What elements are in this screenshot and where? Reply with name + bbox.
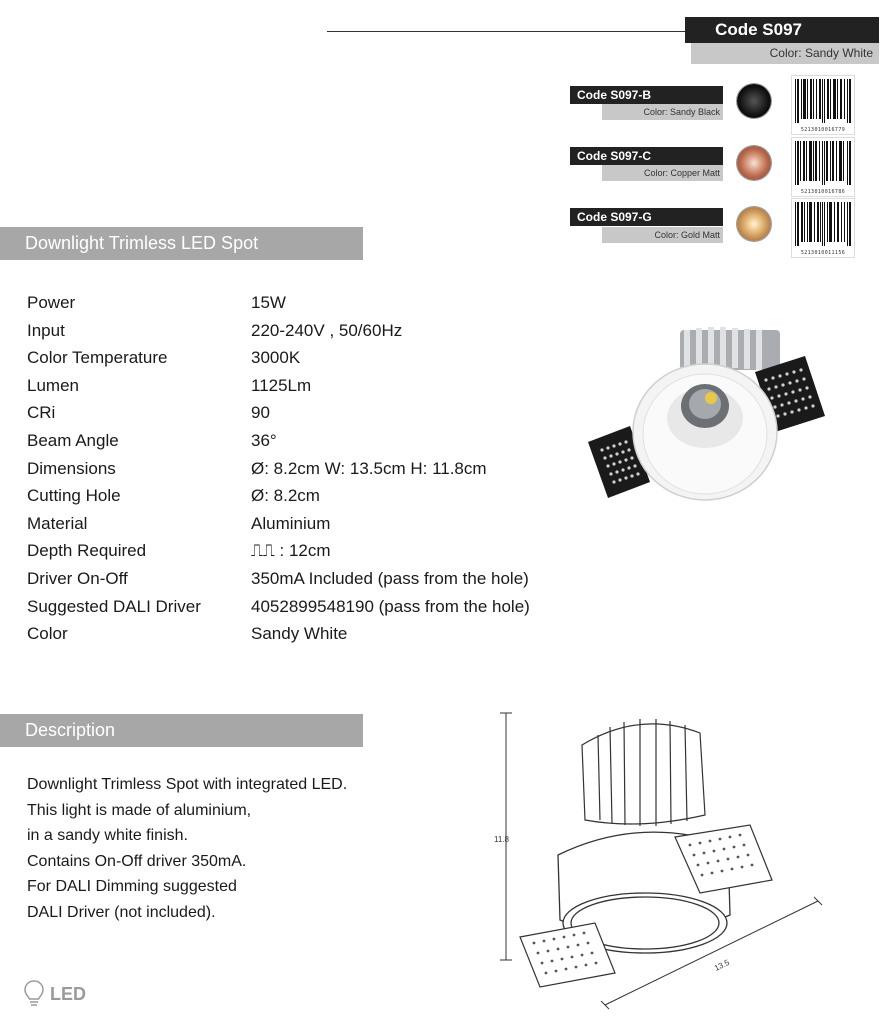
barcode-bars <box>792 76 854 126</box>
product-title-bar: Downlight Trimless LED Spot <box>0 227 363 260</box>
spec-value: ⎍⎍ : 12cm <box>251 541 331 560</box>
swatch-copper-matt <box>737 146 771 180</box>
technical-drawing <box>490 705 830 1015</box>
swatch-gold-matt <box>737 207 771 241</box>
drawing-heatsink <box>582 719 705 826</box>
spec-value: 36° <box>251 431 277 450</box>
spec-label: Cutting Hole <box>27 486 121 505</box>
header-rule <box>327 31 685 32</box>
spec-value: 1125Lm <box>251 376 312 395</box>
variant-code-gold: Code S097-G <box>570 208 723 226</box>
barcode-gold <box>791 198 855 258</box>
spec-label: Input <box>27 321 65 340</box>
spec-label: Lumen <box>27 376 79 395</box>
spec-value: 3000K <box>251 348 301 367</box>
spec-value: Sandy White <box>251 624 348 643</box>
spec-label: Power <box>27 293 76 312</box>
description-title-bar: Description <box>0 714 363 747</box>
description-line: Contains On-Off driver 350mA. <box>27 853 247 870</box>
product-color-label: Color: Sandy White <box>691 43 879 64</box>
width-label: 13.5 <box>712 957 731 973</box>
barcode-number: 5213010016786 <box>800 189 846 195</box>
variant-code-black: Code S097-B <box>570 86 723 104</box>
barcode-copper <box>791 137 855 197</box>
spec-label: Driver On-Off <box>27 569 128 588</box>
bulb-icon <box>22 978 46 1010</box>
spec-value: Ø: 8.2cm <box>251 486 320 505</box>
variant-code-copper: Code S097-C <box>570 147 723 165</box>
spec-label: Color <box>27 624 68 643</box>
variant-color-gold: Color: Gold Matt <box>602 227 723 243</box>
spec-value: 90 <box>251 403 270 422</box>
spec-value: Aluminium <box>251 514 331 533</box>
description-line: DALI Driver (not included). <box>27 904 216 921</box>
spec-label: Suggested DALI Driver <box>27 597 201 616</box>
spec-value: 350mA Included (pass from the hole) <box>251 569 529 588</box>
spec-label: CRi <box>27 403 56 422</box>
barcode-bars <box>792 138 854 188</box>
product-code-badge: Code S097 <box>685 17 879 43</box>
description-line: in a sandy white finish. <box>27 827 188 844</box>
spec-value: Ø: 8.2cm W: 13.5cm H: 11.8cm <box>251 459 487 478</box>
description-line: Downlight Trimless Spot with integrated LED. <box>27 776 348 793</box>
variant-color-black: Color: Sandy Black <box>602 104 723 120</box>
spec-value: 15W <box>251 293 286 312</box>
spec-label: Color Temperature <box>27 348 168 367</box>
description-line: This light is made of aluminium, <box>27 802 252 819</box>
spec-label: Material <box>27 514 88 533</box>
spec-label: Depth Required <box>27 541 147 560</box>
spec-label: Beam Angle <box>27 431 119 450</box>
spot-body <box>633 364 777 500</box>
product-photo <box>580 322 830 512</box>
barcode-number: 5213010016779 <box>800 127 846 133</box>
heatsink <box>680 327 780 370</box>
height-label: 11.8 <box>494 835 509 844</box>
led-logo-text: LED <box>50 984 86 1004</box>
spec-value: 4052899548190 (pass from the hole) <box>251 597 530 616</box>
spec-value: 220-240V , 50/60Hz <box>251 321 403 340</box>
description-line: For DALI Dimming suggested <box>27 878 237 895</box>
barcode-black <box>791 75 855 135</box>
swatch-sandy-black <box>737 84 771 118</box>
barcode-number: 5213010011156 <box>800 250 846 256</box>
variant-color-copper: Color: Copper Matt <box>602 165 723 181</box>
barcode-bars <box>792 199 854 249</box>
spec-label: Dimensions <box>27 459 116 478</box>
